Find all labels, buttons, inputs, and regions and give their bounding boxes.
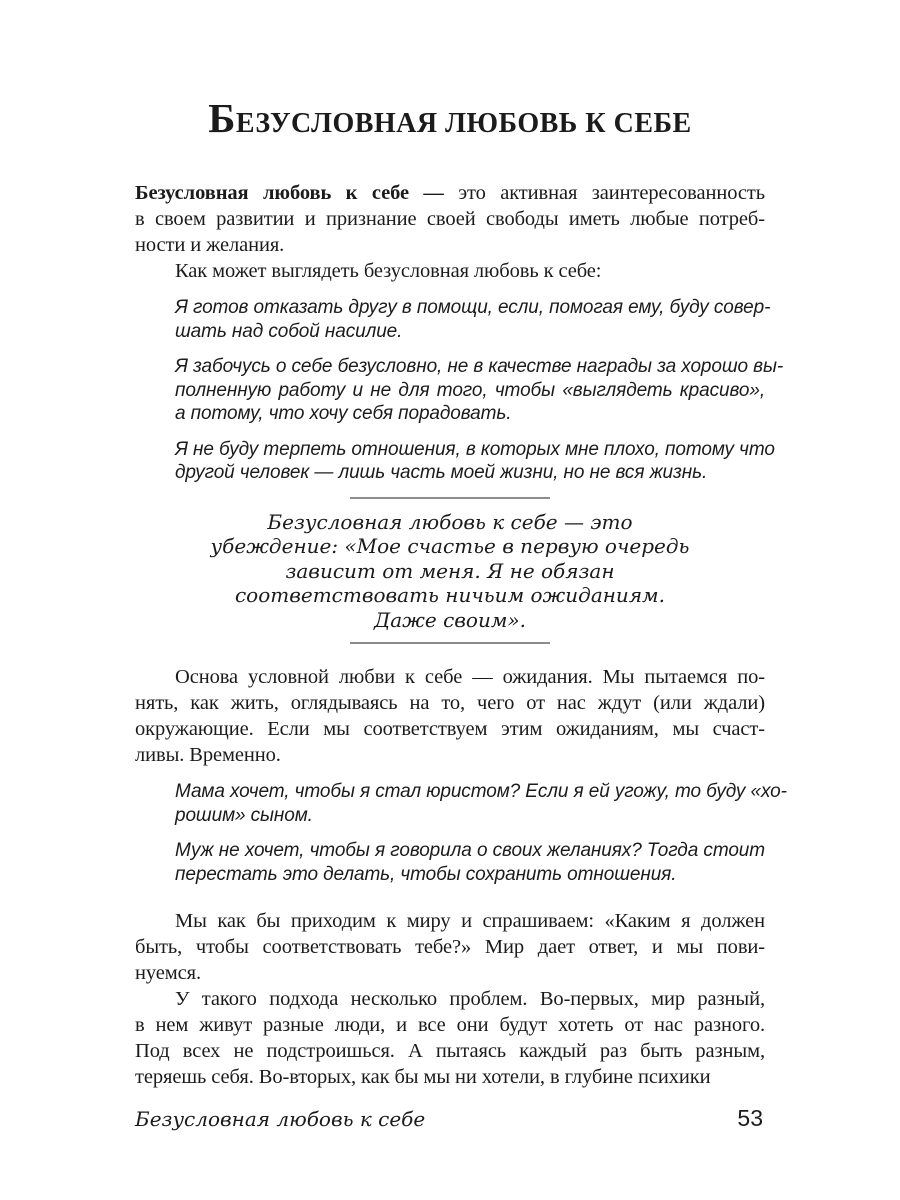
text-line: окружающие. Если мы соответствуем этим ожиданиям, мы счаст- — [135, 718, 765, 740]
text-line: быть, чтобы соответствовать тебе?» Мир дает ответ, и мы пови- — [135, 936, 765, 958]
page-content — [135, 180, 787, 1090]
quote-line: соответствовать ничьим ожиданиям. — [234, 583, 665, 607]
quote-line: Даже своим». — [373, 607, 527, 632]
text-line: в своем развитии и признание своей свободы иметь любые потреб- — [135, 208, 765, 230]
text-line: нуемся. — [135, 962, 201, 984]
text-line: полненную работу и не для того, чтобы «выглядеть красиво», — [175, 379, 765, 401]
quote-line: зависит от меня. Я не обязан — [285, 558, 615, 583]
body-paragraph — [135, 258, 765, 284]
text-line: Как может выглядеть безусловная любовь к себе: — [175, 260, 602, 282]
chapter-title — [135, 94, 765, 148]
example-paragraph — [175, 296, 771, 343]
text-line: шать над собой насилие. — [175, 320, 403, 342]
text-line: другой человек — лишь часть моей жизни, но не вся жизнь. — [175, 462, 708, 483]
body-paragraph — [135, 180, 765, 258]
body-paragraph — [135, 908, 765, 986]
quote-line: Безусловная любовь к себе — это — [267, 509, 633, 534]
text-line: Я забочусь о себе безусловно, не в качестве награды за хорошо вы- — [175, 356, 784, 377]
text-line: ности и желания. — [135, 234, 285, 256]
running-title: Безусловная любовь к себе — [135, 1107, 426, 1131]
body-paragraph — [135, 986, 765, 1090]
text-line: У такого подхода несколько проблем. Во-первых, мир разный, — [175, 988, 765, 1010]
text-line: Я не буду терпеть отношения, в которых мне плохо, потому что — [175, 438, 775, 460]
text-line: теряешь себя. Во-вторых, как бы мы ни хотели, в глубине психики — [135, 1066, 711, 1088]
quote-line: убеждение: «Мое счастье в первую очередь — [210, 534, 690, 558]
bold-lead: Безусловная любовь к себе — — [135, 182, 444, 204]
pull-quote — [210, 497, 690, 645]
divider-rule-top — [350, 497, 550, 499]
text-line — [135, 180, 765, 206]
text-line: ливы. Временно. — [135, 744, 281, 766]
divider-rule-bottom — [350, 642, 550, 644]
text-line: нять, как жить, оглядываясь на то, чего от нас ждут (или ждали) — [135, 692, 765, 714]
text-line: Под всех не подстроишься. А пытаясь каждый раз быть разным, — [135, 1040, 765, 1062]
body-paragraph — [135, 664, 765, 768]
text-line: а потому, что хочу себя порадовать. — [175, 403, 512, 424]
text-line: в нем живут разные люди, и все они будут хотеть от нас разного. — [135, 1014, 765, 1036]
page-body — [135, 94, 787, 1090]
example-paragraph — [175, 839, 765, 886]
example-paragraph — [175, 780, 787, 827]
title-initial: Б — [208, 95, 236, 141]
text-line: рошим» сыном. — [175, 804, 313, 826]
page-number: 53 — [737, 1105, 763, 1131]
text-line-rest: это активная заинтересованность — [458, 182, 765, 204]
page-footer — [135, 1105, 763, 1132]
text-line: перестать это делать, чтобы сохранить отношения. — [175, 863, 677, 885]
example-paragraph — [175, 355, 784, 426]
text-line: Я готов отказать другу в помощи, если, помогая ему, буду совер- — [175, 297, 771, 318]
title-smallcaps: ЕЗУСЛОВНАЯ ЛЮБОВЬ К СЕБЕ — [235, 108, 692, 139]
text-line: Мы как бы приходим к миру и спрашиваем: «Каким я должен — [175, 910, 765, 932]
text-line: Мама хочет, чтобы я стал юристом? Если я ей угожу, то буду «хо- — [175, 781, 787, 802]
text-line: Муж не хочет, чтобы я говорила о своих желаниях? Тогда стоит — [175, 840, 765, 861]
example-paragraph — [175, 438, 775, 485]
text-line: Основа условной любви к себе — ожидания. Мы пытаемся по- — [175, 666, 765, 688]
